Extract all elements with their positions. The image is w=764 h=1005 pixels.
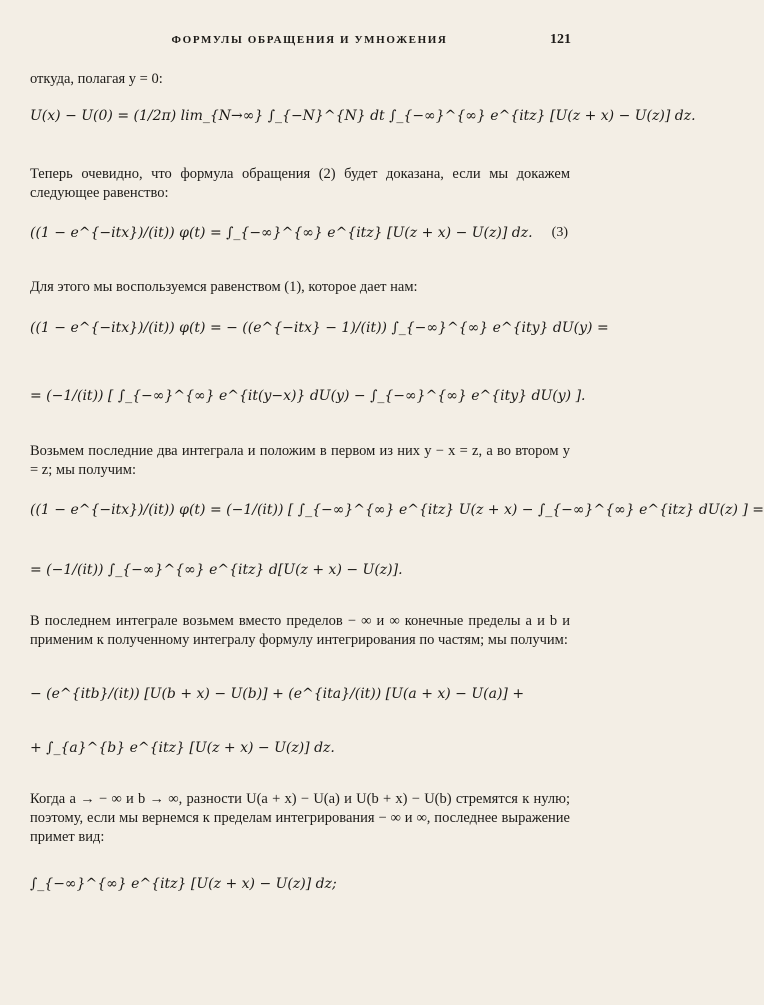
equation: + ∫_{a}^{b} e^{itz} [U(z + x) − U(z)] dz. bbox=[30, 740, 335, 756]
equation: U(x) − U(0) = (1/2π) lim_{N→∞} ∫_{−N}^{N} dt ∫_{−∞}^{∞} e^{itz} [U(z + x) − U(z)] dz. bbox=[30, 108, 696, 124]
equation: ∫_{−∞}^{∞} e^{itz} [U(z + x) − U(z)] dz; bbox=[30, 876, 337, 892]
equation-number: (3) bbox=[551, 225, 568, 240]
equation: − (e^{itb}/(it)) [U(b + x) − U(b)] + (e^{ita}/(it)) [U(a + x) − U(a)] + bbox=[30, 686, 525, 702]
paragraph: Теперь очевидно, что формула обращения (2) будет доказана, если мы докажем следующее равенство: bbox=[30, 166, 570, 201]
equation: ((1 − e^{−itx})/(it)) φ(t) = − ((e^{−itx} − 1)/(it)) ∫_{−∞}^{∞} e^{ity} dU(y) = bbox=[30, 320, 609, 336]
paragraph: В последнем интеграле возьмем вместо пределов − ∞ и ∞ конечные пределы a и b и применим к полученному интегралу формулу интегрирования по частям; мы получим: bbox=[30, 613, 570, 648]
equation: ((1 − e^{−itx})/(it)) φ(t) = (−1/(it)) [ ∫_{−∞}^{∞} e^{itz} U(z + x) − ∫_{−∞}^{∞} e^{itz} dU(z) ] = bbox=[30, 502, 764, 518]
paragraph: Когда a → − ∞ и b → ∞, разности U(a + x) − U(a) и U(b + x) − U(b) стремятся к нулю; поэтому, если мы вернемся к пределам интегрирования − ∞ и ∞, последнее выражение примет вид: bbox=[30, 791, 570, 845]
paragraph: Для этого мы воспользуемся равенством (1), которое дает нам: bbox=[30, 279, 418, 295]
paragraph: Возьмем последние два интеграла и положим в первом из них y − x = z, а во втором y = z; мы получим: bbox=[30, 443, 570, 478]
equation-text: ((1 − e^{−itx})/(it)) φ(t) = ∫_{−∞}^{∞} e^{itz} [U(z + x) − U(z)] dz. bbox=[30, 225, 533, 241]
equation bbox=[30, 225, 570, 241]
equation: = (−1/(it)) ∫_{−∞}^{∞} e^{itz} d[U(z + x) − U(z)]. bbox=[30, 562, 403, 578]
page-number: 121 bbox=[550, 32, 571, 47]
equation: = (−1/(it)) [ ∫_{−∞}^{∞} e^{it(y−x)} dU(y) − ∫_{−∞}^{∞} e^{ity} dU(y) ]. bbox=[30, 388, 586, 404]
page-header bbox=[0, 34, 619, 54]
paragraph: откуда, полагая y = 0: bbox=[30, 71, 163, 87]
running-title: ФОРМУЛЫ ОБРАЩЕНИЯ И УМНОЖЕНИЯ bbox=[171, 34, 448, 46]
